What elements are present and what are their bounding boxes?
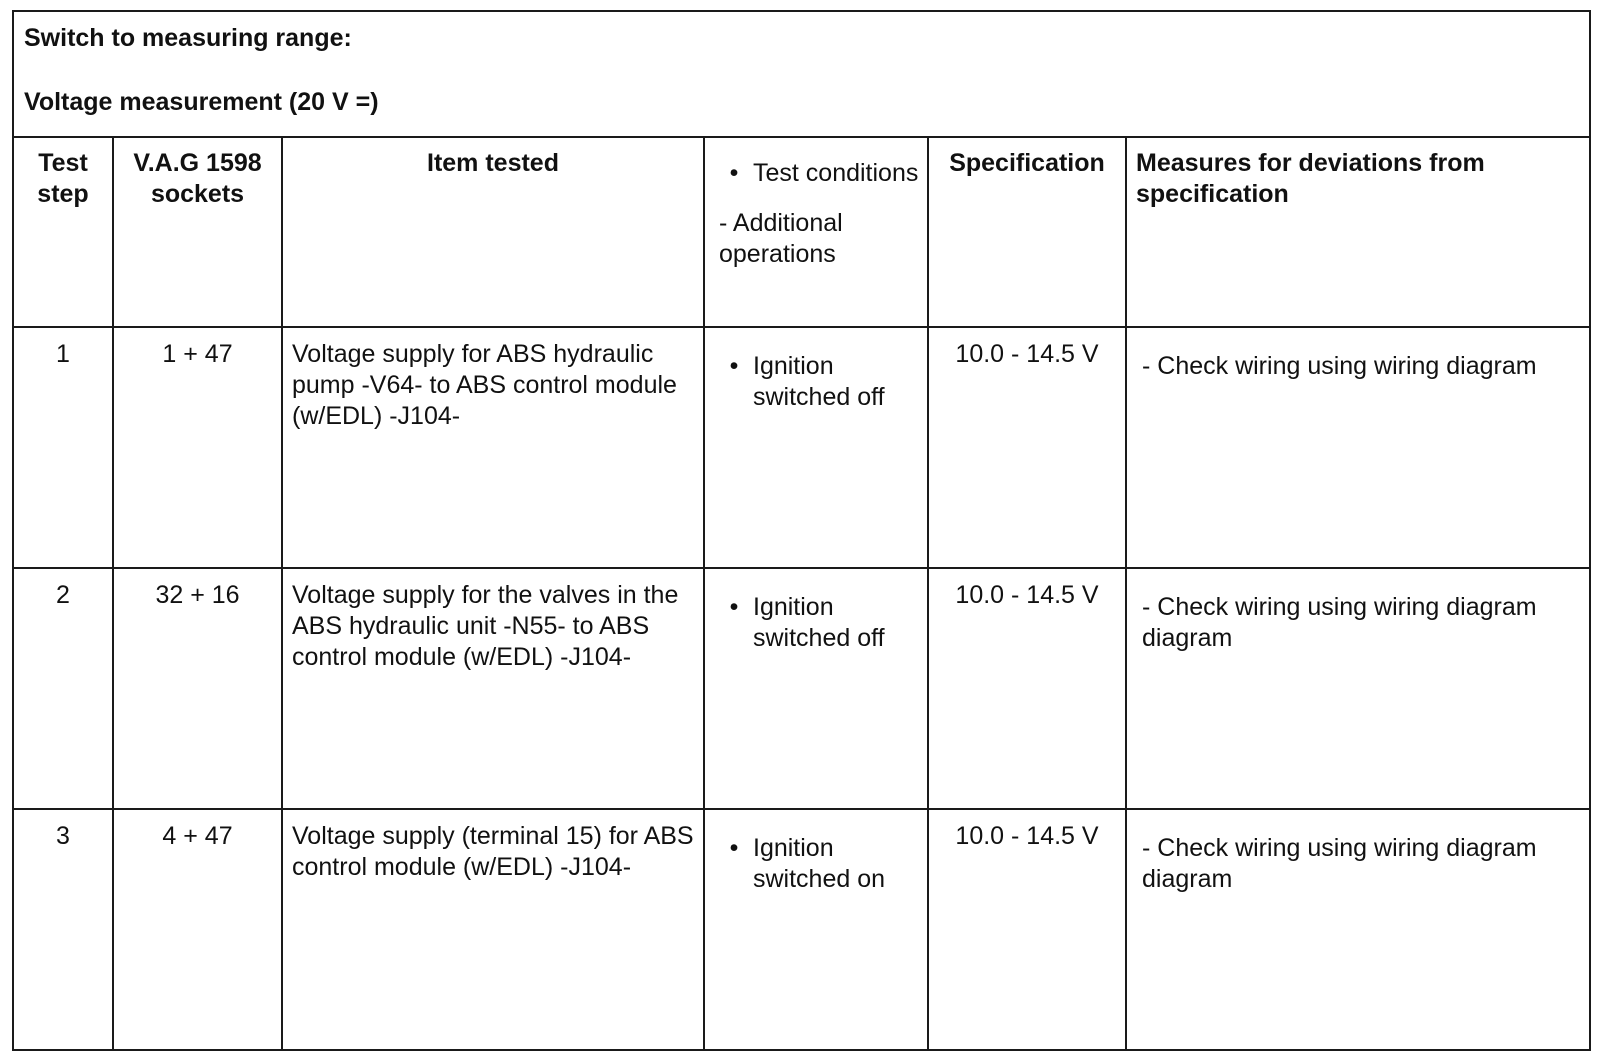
voltage-measurement-title: Voltage measurement (20 V =): [24, 88, 379, 116]
cell-condition: [704, 809, 928, 1050]
table-row: [13, 809, 1590, 1050]
header-item-tested: Item tested: [282, 137, 704, 327]
cell-specification: 10.0 - 14.5 V: [928, 568, 1126, 809]
table-row: [13, 327, 1590, 568]
header-test-conditions: [719, 158, 927, 189]
cell-step: 2: [13, 568, 113, 809]
cell-step: 1: [13, 327, 113, 568]
condition-text: Ignition switched off: [753, 352, 885, 411]
condition-text: Ignition switched off: [753, 593, 885, 652]
cell-measure: - Check wiring using wiring diagram diagram: [1126, 568, 1590, 809]
measurement-table: [12, 10, 1591, 1051]
title-cell: [13, 11, 1590, 137]
header-measures: Measures for deviations from specification: [1126, 137, 1590, 327]
header-test-conditions-label: Test conditions: [753, 159, 919, 187]
cell-sockets: 4 + 47: [113, 809, 282, 1050]
cell-measure: - Check wiring using wiring diagram diagram: [1126, 809, 1590, 1050]
header-test-step: Test step: [13, 137, 113, 327]
bullet-icon: •: [729, 593, 739, 621]
cell-step: 3: [13, 809, 113, 1050]
condition-text: Ignition switched on: [753, 834, 886, 893]
cell-specification: 10.0 - 14.5 V: [928, 809, 1126, 1050]
cell-item: Voltage supply (terminal 15) for ABS control module (w/EDL) -J104-: [282, 809, 704, 1050]
measuring-range-title: Switch to measuring range:: [24, 24, 352, 52]
table-row: [13, 568, 1590, 809]
header-conditions: [704, 137, 928, 327]
header-sockets: V.A.G 1598 sockets: [113, 137, 282, 327]
cell-sockets: 32 + 16: [113, 568, 282, 809]
bullet-icon: •: [729, 834, 739, 862]
cell-specification: 10.0 - 14.5 V: [928, 327, 1126, 568]
cell-sockets: 1 + 47: [113, 327, 282, 568]
cell-condition: [704, 568, 928, 809]
measurement-table-frame: [12, 10, 1589, 1000]
title-row: [13, 11, 1590, 137]
bullet-icon: •: [729, 159, 739, 187]
header-row: [13, 137, 1590, 327]
cell-item: Voltage supply for ABS hydraulic pump -V64- to ABS control module (w/EDL) -J104-: [282, 327, 704, 568]
cell-item: Voltage supply for the valves in the ABS hydraulic unit -N55- to ABS control module (w/EDL) -J104-: [282, 568, 704, 809]
header-additional-operations: - Additional operations: [719, 209, 843, 268]
cell-measure: - Check wiring using wiring diagram: [1126, 327, 1590, 568]
cell-condition: [704, 327, 928, 568]
bullet-icon: •: [729, 352, 739, 380]
header-specification: Specification: [928, 137, 1126, 327]
